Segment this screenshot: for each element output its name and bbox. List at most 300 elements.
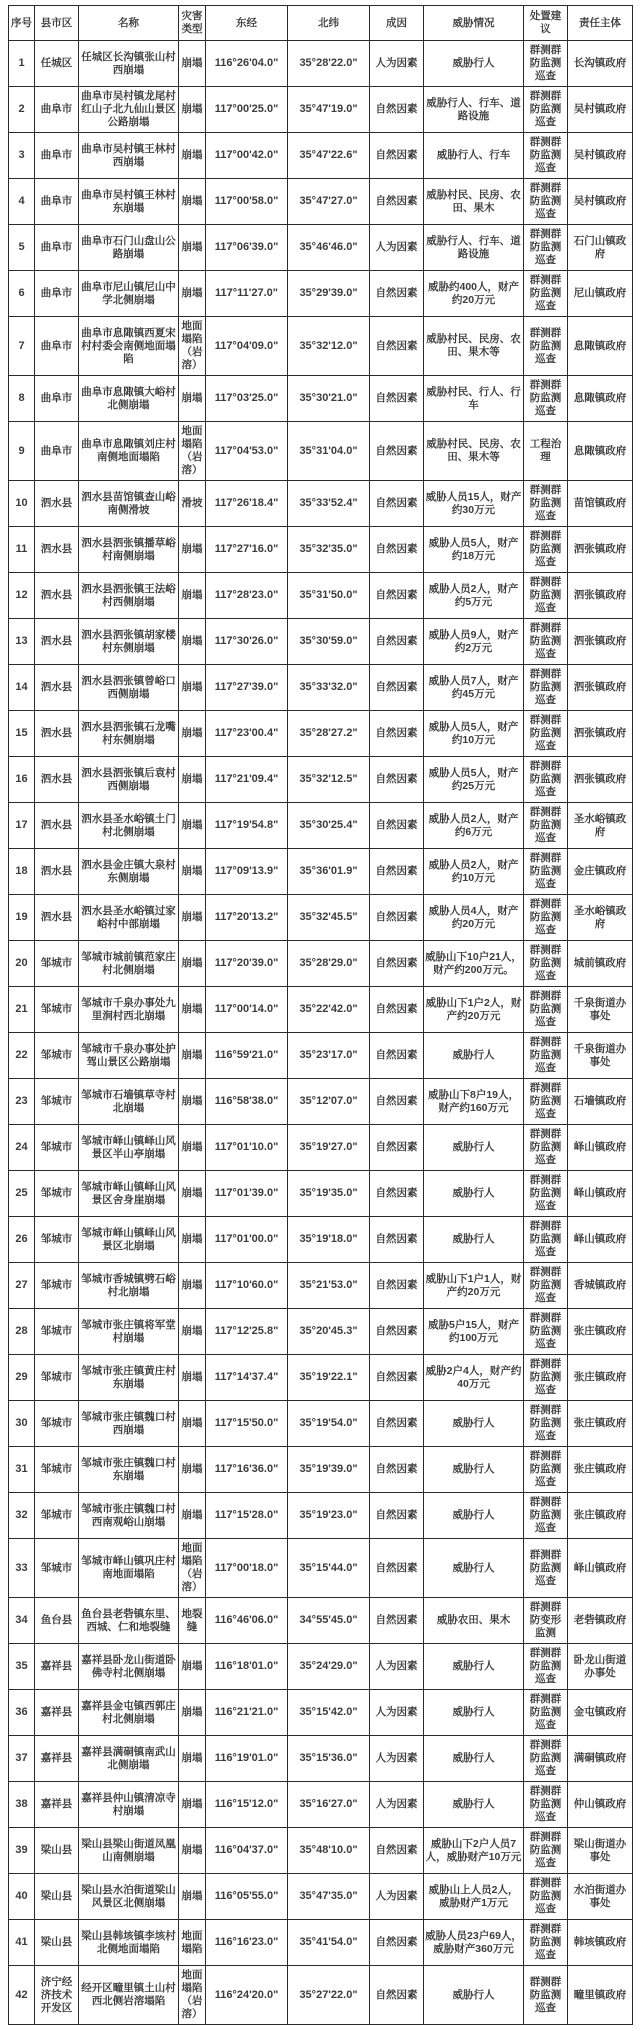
cell-latitude: 35°23'17.0": [288, 1033, 370, 1079]
cell-cause: 自然因素: [370, 1125, 424, 1171]
cell-county: 邹城市: [35, 1263, 79, 1309]
table-row: [9, 271, 633, 317]
column-header-name: 名称: [79, 6, 179, 41]
cell-responsible: 张庄镇政府: [568, 1493, 633, 1539]
cell-longitude: 117°00'18.0": [206, 1539, 288, 1598]
cell-longitude: 117°30'26.0": [206, 619, 288, 665]
cell-threat: 威胁行人、行车、道路设施: [424, 87, 524, 133]
cell-longitude: 117°19'54.8": [206, 803, 288, 849]
hazard-table: [8, 5, 633, 2025]
cell-longitude: 116°19'01.0": [206, 1736, 288, 1782]
cell-county: 曲阜市: [35, 87, 79, 133]
cell-cause: 自然因素: [370, 1263, 424, 1309]
cell-longitude: 117°20'13.2": [206, 895, 288, 941]
cell-serial: 35: [9, 1644, 35, 1690]
cell-threat: 威胁约400人，财产约20万元: [424, 271, 524, 317]
cell-cause: 自然因素: [370, 133, 424, 179]
cell-county: 邹城市: [35, 1539, 79, 1598]
table-row: [9, 1966, 633, 2025]
cell-responsible: 泗张镇政府: [568, 619, 633, 665]
cell-threat: 威胁山上人员2人，威胁财产1万元: [424, 1874, 524, 1920]
cell-suggestion: 群测群防监测巡查: [524, 1355, 568, 1401]
cell-disaster-type: 崩塌: [179, 1033, 206, 1079]
cell-latitude: 35°19'18.0": [288, 1217, 370, 1263]
cell-serial: 3: [9, 133, 35, 179]
cell-suggestion: 群测群防监测巡查: [524, 481, 568, 527]
cell-county: 邹城市: [35, 1125, 79, 1171]
cell-serial: 10: [9, 481, 35, 527]
cell-county: 梁山县: [35, 1828, 79, 1874]
cell-cause: 自然因素: [370, 422, 424, 481]
cell-county: 邹城市: [35, 1355, 79, 1401]
cell-responsible: 吴村镇政府: [568, 133, 633, 179]
cell-longitude: 116°16'23.0": [206, 1920, 288, 1966]
cell-disaster-type: 崩塌: [179, 1125, 206, 1171]
cell-serial: 6: [9, 271, 35, 317]
cell-county: 邹城市: [35, 1447, 79, 1493]
column-header-disaster-type: 灾害类型: [179, 6, 206, 41]
cell-suggestion: 群测群防监测巡查: [524, 271, 568, 317]
cell-latitude: 35°19'54.0": [288, 1401, 370, 1447]
cell-name: 曲阜市息陬镇刘庄村南侧地面塌陷: [79, 422, 179, 481]
cell-threat: 威胁行人: [424, 41, 524, 87]
cell-name: 邹城市峄山镇巩庄村南地面塌陷: [79, 1539, 179, 1598]
cell-disaster-type: 崩塌: [179, 133, 206, 179]
table-row: [9, 665, 633, 711]
cell-suggestion: 群测群防监测巡查: [524, 895, 568, 941]
cell-name: 邹城市张庄镇魏口村东崩塌: [79, 1447, 179, 1493]
table-row: [9, 1309, 633, 1355]
cell-longitude: 117°27'39.0": [206, 665, 288, 711]
cell-cause: 自然因素: [370, 619, 424, 665]
table-row: [9, 1598, 633, 1644]
cell-latitude: 35°32'45.5": [288, 895, 370, 941]
cell-threat: 威胁行人: [424, 1171, 524, 1217]
cell-cause: 自然因素: [370, 711, 424, 757]
cell-county: 曲阜市: [35, 271, 79, 317]
cell-threat: 威胁行人: [424, 1690, 524, 1736]
cell-disaster-type: 崩塌: [179, 573, 206, 619]
table-row: [9, 1125, 633, 1171]
cell-threat: 威胁山下1户1人，财产约20万元: [424, 1263, 524, 1309]
cell-longitude: 117°00'25.0": [206, 87, 288, 133]
cell-disaster-type: 崩塌: [179, 527, 206, 573]
cell-disaster-type: 崩塌: [179, 941, 206, 987]
cell-latitude: 35°48'10.0": [288, 1828, 370, 1874]
cell-longitude: 117°00'58.0": [206, 179, 288, 225]
cell-threat: 威胁山下2户人员7人，威胁财产10万元: [424, 1828, 524, 1874]
cell-threat: 威胁山下10户21人，财产约200万元。: [424, 941, 524, 987]
cell-responsible: 张庄镇政府: [568, 1309, 633, 1355]
table-row: [9, 619, 633, 665]
cell-name: 邹城市张庄镇魏口村西崩塌: [79, 1401, 179, 1447]
cell-disaster-type: 崩塌: [179, 1401, 206, 1447]
cell-name: 嘉祥县金屯镇西郭庄村北侧崩塌: [79, 1690, 179, 1736]
cell-latitude: 35°19'27.0": [288, 1125, 370, 1171]
cell-latitude: 35°22'42.0": [288, 987, 370, 1033]
cell-name: 任城区长沟镇张山村西崩塌: [79, 41, 179, 87]
cell-name: 曲阜市吴村镇龙尾村红山子北九仙山景区公路崩塌: [79, 87, 179, 133]
cell-responsible: 张庄镇政府: [568, 1401, 633, 1447]
cell-responsible: 满硐镇政府: [568, 1736, 633, 1782]
cell-suggestion: 群测群防监测巡查: [524, 1125, 568, 1171]
cell-suggestion: 群测群防监测巡查: [524, 665, 568, 711]
cell-longitude: 117°00'14.0": [206, 987, 288, 1033]
cell-disaster-type: 崩塌: [179, 1309, 206, 1355]
cell-name: 邹城市香城镇劈石峪村北崩塌: [79, 1263, 179, 1309]
table-row: [9, 1782, 633, 1828]
table-row: [9, 1217, 633, 1263]
cell-cause: 自然因素: [370, 481, 424, 527]
cell-threat: 威胁山下8户19人，财产约160万元: [424, 1079, 524, 1125]
cell-latitude: 35°27'22.0": [288, 1966, 370, 2025]
cell-cause: 人为因素: [370, 225, 424, 271]
cell-longitude: 117°20'39.0": [206, 941, 288, 987]
cell-suggestion: 群测群防监测巡查: [524, 133, 568, 179]
cell-longitude: 117°23'00.4": [206, 711, 288, 757]
cell-longitude: 117°04'53.0": [206, 422, 288, 481]
cell-responsible: 老砦镇政府: [568, 1598, 633, 1644]
cell-latitude: 35°47'35.0": [288, 1874, 370, 1920]
cell-county: 梁山县: [35, 1920, 79, 1966]
cell-cause: 自然因素: [370, 376, 424, 422]
cell-disaster-type: 崩塌: [179, 1493, 206, 1539]
cell-threat: 威胁行人: [424, 1782, 524, 1828]
cell-threat: 威胁行人: [424, 1736, 524, 1782]
cell-name: 邹城市峄山镇峄山风景区舍身崖崩塌: [79, 1171, 179, 1217]
cell-disaster-type: 崩塌: [179, 849, 206, 895]
cell-suggestion: 群测群防变形监测: [524, 1598, 568, 1644]
cell-longitude: 116°59'21.0": [206, 1033, 288, 1079]
cell-county: 曲阜市: [35, 225, 79, 271]
cell-suggestion: 群测群防监测巡查: [524, 757, 568, 803]
cell-latitude: 35°28'29.0": [288, 941, 370, 987]
cell-longitude: 116°18'01.0": [206, 1644, 288, 1690]
column-header-suggestion: 处置建议: [524, 6, 568, 41]
cell-county: 泗水县: [35, 757, 79, 803]
cell-name: 泗水县泗张镇曾峪口西侧崩塌: [79, 665, 179, 711]
cell-disaster-type: 崩塌: [179, 1828, 206, 1874]
cell-threat: 威胁行人: [424, 1966, 524, 2025]
table-row: [9, 1920, 633, 1966]
cell-latitude: 35°31'50.0": [288, 573, 370, 619]
cell-serial: 7: [9, 317, 35, 376]
cell-latitude: 35°32'12.0": [288, 317, 370, 376]
cell-responsible: 圣水峪镇政府: [568, 895, 633, 941]
cell-responsible: 卧龙山街道办事处: [568, 1644, 633, 1690]
cell-threat: 威胁人员2人，财产约10万元: [424, 849, 524, 895]
cell-threat: 威胁人员23户69人，威胁财产360万元: [424, 1920, 524, 1966]
cell-latitude: 35°16'27.0": [288, 1782, 370, 1828]
cell-responsible: 香城镇政府: [568, 1263, 633, 1309]
cell-cause: 自然因素: [370, 87, 424, 133]
cell-serial: 2: [9, 87, 35, 133]
cell-disaster-type: 崩塌: [179, 1874, 206, 1920]
cell-suggestion: 群测群防监测巡查: [524, 1493, 568, 1539]
cell-disaster-type: 崩塌: [179, 1263, 206, 1309]
cell-name: 泗水县圣水峪镇过家峪村中部崩塌: [79, 895, 179, 941]
cell-disaster-type: 崩塌: [179, 1171, 206, 1217]
cell-disaster-type: 崩塌: [179, 1644, 206, 1690]
cell-longitude: 117°11'27.0": [206, 271, 288, 317]
column-header-cause: 成因: [370, 6, 424, 41]
cell-cause: 人为因素: [370, 1690, 424, 1736]
cell-name: 曲阜市石门山盘山公路崩塌: [79, 225, 179, 271]
cell-disaster-type: 崩塌: [179, 1079, 206, 1125]
cell-longitude: 117°26'18.4": [206, 481, 288, 527]
cell-serial: 17: [9, 803, 35, 849]
cell-serial: 9: [9, 422, 35, 481]
cell-longitude: 117°01'10.0": [206, 1125, 288, 1171]
cell-suggestion: 群测群防监测巡查: [524, 179, 568, 225]
cell-responsible: 张庄镇政府: [568, 1447, 633, 1493]
cell-responsible: 圣水峪镇政府: [568, 803, 633, 849]
cell-serial: 32: [9, 1493, 35, 1539]
cell-disaster-type: 地面塌陷（岩溶）: [179, 1966, 206, 2025]
table-row: [9, 573, 633, 619]
cell-longitude: 117°28'23.0": [206, 573, 288, 619]
cell-cause: 自然因素: [370, 1493, 424, 1539]
cell-disaster-type: 崩塌: [179, 711, 206, 757]
table-row: [9, 481, 633, 527]
cell-name: 泗水县泗张镇石龙嘴村东侧崩塌: [79, 711, 179, 757]
cell-county: 曲阜市: [35, 376, 79, 422]
cell-longitude: 116°58'38.0": [206, 1079, 288, 1125]
cell-responsible: 金屯镇政府: [568, 1690, 633, 1736]
cell-disaster-type: 崩塌: [179, 225, 206, 271]
cell-name: 邹城市石墙镇草寺村北崩塌: [79, 1079, 179, 1125]
cell-name: 嘉祥县卧龙山街道卧佛寺村北侧崩塌: [79, 1644, 179, 1690]
cell-suggestion: 群测群防监测巡查: [524, 849, 568, 895]
cell-latitude: 35°28'27.2": [288, 711, 370, 757]
cell-cause: 自然因素: [370, 895, 424, 941]
cell-serial: 28: [9, 1309, 35, 1355]
cell-latitude: 35°19'39.0": [288, 1447, 370, 1493]
cell-name: 梁山县水泊街道梁山风景区北侧崩塌: [79, 1874, 179, 1920]
column-header-responsible: 责任主体: [568, 6, 633, 41]
cell-cause: 自然因素: [370, 1920, 424, 1966]
cell-longitude: 117°06'39.0": [206, 225, 288, 271]
cell-disaster-type: 崩塌: [179, 1355, 206, 1401]
cell-latitude: 35°41'54.0": [288, 1920, 370, 1966]
cell-responsible: 泗张镇政府: [568, 665, 633, 711]
cell-threat: 威胁村民、民房、农田、果木等: [424, 422, 524, 481]
cell-latitude: 35°19'23.0": [288, 1493, 370, 1539]
cell-latitude: 35°33'52.4": [288, 481, 370, 527]
cell-serial: 23: [9, 1079, 35, 1125]
table-row: [9, 41, 633, 87]
cell-responsible: 泗张镇政府: [568, 527, 633, 573]
cell-name: 邹城市张庄镇魏口村西南观峪山崩塌: [79, 1493, 179, 1539]
table-row: [9, 1644, 633, 1690]
table-row: [9, 1828, 633, 1874]
cell-latitude: 35°46'46.0": [288, 225, 370, 271]
cell-latitude: 35°47'19.0": [288, 87, 370, 133]
cell-latitude: 35°36'01.9": [288, 849, 370, 895]
table-row: [9, 1171, 633, 1217]
cell-latitude: 35°28'22.0": [288, 41, 370, 87]
table-row: [9, 376, 633, 422]
cell-serial: 38: [9, 1782, 35, 1828]
cell-cause: 人为因素: [370, 1644, 424, 1690]
cell-serial: 39: [9, 1828, 35, 1874]
cell-responsible: 泗张镇政府: [568, 573, 633, 619]
cell-cause: 自然因素: [370, 1401, 424, 1447]
cell-serial: 42: [9, 1966, 35, 2025]
table-body: [9, 41, 633, 2025]
cell-responsible: 吴村镇政府: [568, 87, 633, 133]
table-row: [9, 87, 633, 133]
table-row: [9, 527, 633, 573]
cell-cause: 自然因素: [370, 803, 424, 849]
cell-name: 邹城市千泉办事处护驾山景区公路崩塌: [79, 1033, 179, 1079]
cell-disaster-type: 崩塌: [179, 895, 206, 941]
cell-disaster-type: 地面塌陷（岩溶）: [179, 422, 206, 481]
table-row: [9, 711, 633, 757]
cell-county: 泗水县: [35, 711, 79, 757]
table-row: [9, 1263, 633, 1309]
cell-cause: 自然因素: [370, 1539, 424, 1598]
table-header: [9, 6, 633, 41]
cell-suggestion: 群测群防监测巡查: [524, 573, 568, 619]
cell-latitude: 35°30'59.0": [288, 619, 370, 665]
cell-disaster-type: 地面塌陷（岩溶）: [179, 1539, 206, 1598]
cell-threat: 威胁山下1户2人，财产约20万元: [424, 987, 524, 1033]
cell-longitude: 116°46'06.0": [206, 1598, 288, 1644]
cell-responsible: 张庄镇政府: [568, 1355, 633, 1401]
cell-county: 邹城市: [35, 1171, 79, 1217]
cell-suggestion: 群测群防监测巡查: [524, 1736, 568, 1782]
cell-disaster-type: 崩塌: [179, 1217, 206, 1263]
cell-suggestion: 群测群防监测巡查: [524, 941, 568, 987]
cell-name: 经开区疃里镇土山村西北侧岩溶塌陷: [79, 1966, 179, 2025]
cell-cause: 自然因素: [370, 1033, 424, 1079]
cell-threat: 威胁2户4人，财产约40万元: [424, 1355, 524, 1401]
cell-latitude: 35°47'22.6": [288, 133, 370, 179]
cell-serial: 41: [9, 1920, 35, 1966]
cell-county: 邹城市: [35, 1493, 79, 1539]
cell-cause: 自然因素: [370, 1966, 424, 2025]
table-row: [9, 1401, 633, 1447]
cell-suggestion: 工程治理: [524, 422, 568, 481]
cell-latitude: 35°30'21.0": [288, 376, 370, 422]
cell-serial: 11: [9, 527, 35, 573]
table-row: [9, 1736, 633, 1782]
cell-serial: 40: [9, 1874, 35, 1920]
cell-suggestion: 群测群防监测巡查: [524, 1263, 568, 1309]
cell-latitude: 35°30'25.4": [288, 803, 370, 849]
cell-disaster-type: 崩塌: [179, 665, 206, 711]
cell-name: 曲阜市尼山镇尼山中学北侧崩塌: [79, 271, 179, 317]
cell-responsible: 息陬镇政府: [568, 422, 633, 481]
table-row: [9, 422, 633, 481]
cell-serial: 31: [9, 1447, 35, 1493]
cell-name: 邹城市张庄镇黄庄村东崩塌: [79, 1355, 179, 1401]
cell-threat: 威胁人员9人，财产约2万元: [424, 619, 524, 665]
cell-cause: 自然因素: [370, 1217, 424, 1263]
cell-suggestion: 群测群防监测巡查: [524, 1644, 568, 1690]
cell-cause: 自然因素: [370, 317, 424, 376]
cell-name: 邹城市张庄镇将军堂村崩塌: [79, 1309, 179, 1355]
table-row: [9, 133, 633, 179]
cell-suggestion: 群测群防监测巡查: [524, 41, 568, 87]
cell-longitude: 117°15'28.0": [206, 1493, 288, 1539]
cell-threat: 威胁行人: [424, 1447, 524, 1493]
cell-responsible: 峄山镇政府: [568, 1539, 633, 1598]
cell-longitude: 116°15'12.0": [206, 1782, 288, 1828]
cell-responsible: 石墙镇政府: [568, 1079, 633, 1125]
cell-threat: 威胁行人: [424, 1539, 524, 1598]
cell-threat: 威胁5户15人，财产约100万元: [424, 1309, 524, 1355]
cell-county: 梁山县: [35, 1874, 79, 1920]
cell-name: 泗水县圣水峪镇土门村北侧崩塌: [79, 803, 179, 849]
cell-name: 曲阜市吴村镇王林村西崩塌: [79, 133, 179, 179]
cell-serial: 37: [9, 1736, 35, 1782]
column-header-serial: 序号: [9, 6, 35, 41]
cell-longitude: 116°24'20.0": [206, 1966, 288, 2025]
cell-suggestion: 群测群防监测巡查: [524, 376, 568, 422]
table-row: [9, 1355, 633, 1401]
header-row: [9, 6, 633, 41]
cell-cause: 人为因素: [370, 1874, 424, 1920]
cell-disaster-type: 崩塌: [179, 376, 206, 422]
cell-responsible: 息陬镇政府: [568, 376, 633, 422]
cell-responsible: 长沟镇政府: [568, 41, 633, 87]
cell-disaster-type: 崩塌: [179, 619, 206, 665]
cell-name: 泗水县泗张镇胡家楼村东侧崩塌: [79, 619, 179, 665]
cell-serial: 5: [9, 225, 35, 271]
cell-threat: 威胁行人: [424, 1493, 524, 1539]
cell-responsible: 峄山镇政府: [568, 1217, 633, 1263]
cell-county: 曲阜市: [35, 317, 79, 376]
cell-responsible: 千泉街道办事处: [568, 987, 633, 1033]
cell-latitude: 35°15'42.0": [288, 1690, 370, 1736]
cell-county: 嘉祥县: [35, 1782, 79, 1828]
cell-threat: 威胁行人、行车、道路设施: [424, 225, 524, 271]
cell-disaster-type: 崩塌: [179, 1447, 206, 1493]
cell-longitude: 116°05'55.0": [206, 1874, 288, 1920]
cell-suggestion: 群测群防监测巡查: [524, 1966, 568, 2025]
cell-cause: 自然因素: [370, 757, 424, 803]
cell-disaster-type: 地裂缝: [179, 1598, 206, 1644]
table-row: [9, 1079, 633, 1125]
cell-name: 鱼台县老砦镇东里、西城、仁和地裂缝: [79, 1598, 179, 1644]
cell-disaster-type: 滑坡: [179, 481, 206, 527]
table-row: [9, 1033, 633, 1079]
cell-suggestion: 群测群防监测巡查: [524, 1828, 568, 1874]
cell-responsible: 韩垓镇政府: [568, 1920, 633, 1966]
cell-serial: 13: [9, 619, 35, 665]
cell-threat: 威胁人员5人，财产约10万元: [424, 711, 524, 757]
cell-cause: 自然因素: [370, 1355, 424, 1401]
cell-county: 邹城市: [35, 987, 79, 1033]
cell-disaster-type: 地面塌陷: [179, 1920, 206, 1966]
cell-disaster-type: 崩塌: [179, 987, 206, 1033]
cell-county: 泗水县: [35, 619, 79, 665]
cell-responsible: 泗张镇政府: [568, 757, 633, 803]
cell-county: 泗水县: [35, 481, 79, 527]
cell-responsible: 疃里镇政府: [568, 1966, 633, 2025]
cell-county: 泗水县: [35, 527, 79, 573]
cell-cause: 自然因素: [370, 1079, 424, 1125]
cell-longitude: 117°01'39.0": [206, 1171, 288, 1217]
cell-suggestion: 群测群防监测巡查: [524, 87, 568, 133]
cell-responsible: 尼山镇政府: [568, 271, 633, 317]
cell-latitude: 35°20'45.3": [288, 1309, 370, 1355]
cell-suggestion: 群测群防监测巡查: [524, 1447, 568, 1493]
cell-threat: 威胁农田、果木: [424, 1598, 524, 1644]
cell-threat: 威胁行人: [424, 1125, 524, 1171]
